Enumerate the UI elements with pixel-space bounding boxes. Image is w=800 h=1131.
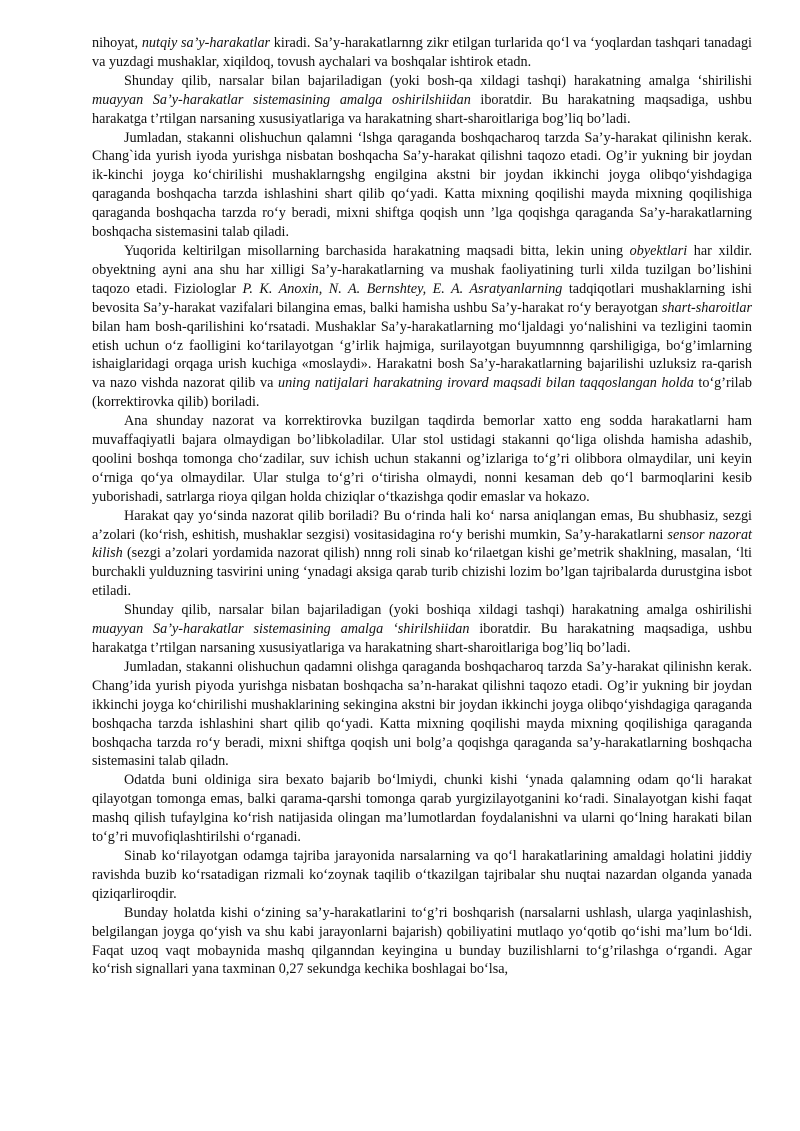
- text-segment: (sezgi a’zolari yordamida nazorat qilish) nnng roli sinab ko‘rilaetgan kishi ge’metrik shaklning, masalan, ‘lti burchakli yulduzning tasvirini uning ‘ynadagi aksiga qarab turib chizishi lozim bo’lgan tajribalarda durustgina isbot etiladi.: [92, 545, 752, 600]
- italic-text: obyektlari: [629, 242, 688, 259]
- text-segment: Harakat qay yo‘sinda nazorat qilib boriladi? Bu o‘rinda hali ko‘ narsa aniqlangan emas, Bu shubhasiz, sezgi a’zolari (ko‘rish, eshitish, mushaklar sezgisi) vositasidagina ro‘y berishi mumkin, Sa’y-harakatlarni: [92, 507, 752, 543]
- text-segment: Bunday holatda kishi o‘zining sa’y-harakatlarini to‘g’ri boshqarish (narsalarni ushlash, ularga yaqinlashish, belgilangan joyga qo‘yish va shu kabi jarayonlarni bajarish) qobiliyatini mutlaqo yo‘qotib qo‘ishi ma’lum bo‘ldi. Faqat uzoq vaqt mobaynida mashq qilganndan keyingina u bunday buzilishlarni to‘g’rilashga o‘rgandi. Agar ko‘rish signallari yana taxminan 0,27 sekundga kechika boshlagai bo‘lsa,: [92, 904, 752, 978]
- italic-text: sensor nazorat kilish: [92, 526, 752, 562]
- paragraph: [92, 507, 752, 602]
- paragraph: [92, 601, 752, 658]
- paragraph: [92, 242, 752, 412]
- text-segment: Shunday qilib, narsalar bilan bajariladigan (yoki boshiqa xildagi tashqi) harakatning amalga oshirilishi: [124, 602, 752, 619]
- paragraph: [92, 847, 752, 904]
- italic-text: shart-sharoitlar: [661, 299, 752, 316]
- text-segment: iboratdir. Bu harakatning maqsadiga, ushbu harakatga t’rtilgan narsaning xususiyatlariga va harakatning shart-sharoitlariga bog’liq bo’ladi.: [92, 91, 752, 127]
- paragraph: [92, 129, 752, 242]
- paragraph: [92, 72, 752, 129]
- text-segment: Shunday qilib, narsalar bilan bajariladigan (yoki bosh-qa xildagi tashqi) harakatning amalga ‘shirilishi: [124, 72, 752, 89]
- text-segment: iboratdir. Bu harakatning maqsadiga, ushbu harakatga t’rtilgan narsaning xususiyatlariga va harakatning shart-sharoitlariga bog’liq bo’ladi.: [92, 621, 752, 656]
- paragraph: [92, 34, 752, 72]
- text-segment: har xildir. obyektning ayni ana shu har xilligi Sa’y-harakatlarning va mushak faoliyatining turli xilda tuzilgan bo’lishini taqozo etadi. Fiziologlar: [92, 242, 752, 297]
- paragraph: [92, 412, 752, 507]
- text-segment: Odatda buni oldiniga sira bexato bajarib bo‘lmiydi, chunki kishi ‘ynada qalamning odam qo‘li harakat qilayotgan tomonga emas, balki qarama-qarshi tomonga qarab yurgizilayotganini ko‘radi. Sinalayotgan kishi faqat mashq qilish tufaylgina ko‘rish natijasida olingan ma’lumotlardan foydalanishni va ularni qo‘lning harakati bilan to‘g’ri muvofiqlashtirilshi o‘rganadi.: [92, 772, 752, 846]
- text-segment: Jumladan, stakanni olishuchun qalamni ‘lshga qaraganda boshqacharoq tarzda Sa’y-harakat qilinishn kerak. Chang`ida yurish iyoda yurishga nisbatan boshqacha Sa’y-harakat qilishni taqozo etadi. Og’ir yukning bir joydan ik-kinchi joyga ko‘chirilishi mushaklarngshg engilgina akstni bir joydan ikkinchi joyga olibqo‘yishdagiga qaraganda boshqacha tarzda ishlashini shart qilib qo‘yadi. Katta mixning qoqilishi mayda mixning qoqilishiga qaraganda boshqacha tarzda ro‘y beradi, mixni shiftga qoqish unn ’lga qoqishga qaraganda Sa’y-harakatlarning boshqacha sistemasini talab qiladi.: [92, 129, 752, 241]
- italic-text: P. K. Anoxin, N. A. Bernshtey, E. A. Asratyanlarning: [242, 280, 563, 297]
- text-segment: to‘g’rilab (korrektirovka qilib) boriladi.: [92, 375, 752, 411]
- italic-text: muayyan Sa’y-harakatlar sistemasining amalga oshirilshiidan: [92, 91, 471, 108]
- italic-text: nutqiy sa’y-harakatlar: [141, 35, 271, 51]
- text-segment: bilan ham bosh-qarilishini ko‘rsatadi. Mushaklar Sa’y-harakatlarning mo‘ljaldagi yo‘nalishini va tezligini taomin etish uchun o‘z faolligini ko‘tarilayotgan ‘g’irlik hajmiga, surilayotgan buyumnnng qarshiligiga, bo‘g’imlarning ishaiglaridagi orqaga urish kuchiga «moslaydi». Harakatni bosh Sa’y-harakatlarning bajarilishi uzluksiz ra-qarish va nazo vishda nazorat qilib va: [92, 318, 752, 392]
- text-segment: Sinab ko‘rilayotgan odamga tajriba jarayonida narsalarning va qo‘l harakatlarining amaldagi holatini jiddiy ravishda buzib ko‘rsatadigan rizmali ko‘zoynak taqilib o‘tkazilgan tajribalar shu nuqtai nazardan olganda yanada qiziqarliroqdir.: [92, 847, 752, 902]
- italic-text: muayyan Sa’y-harakatlar sistemasining amalga ‘shirilshiidan: [92, 621, 470, 638]
- text-segment: nihoyat,: [92, 35, 142, 51]
- paragraph: [92, 904, 752, 980]
- text-segment: Jumladan, stakanni olishuchun qadamni olishga qaraganda boshqacharoq tarzda Sa’y-harakat qilinishn kerak. Chang’ida yurish piyoda yurishga nisbatan boshqacha sa’n-harakat qilishni taqozo etadi. Og’ir yukning bir joydan ikkinchi joyga ko‘chirilishi mushaklarining sekingina akstni bir joydan ikkinchi joyga olibqo‘yishdagiga qaraganda boshqacha tarzda ishlashini shart qilib qo‘yadi. Katta mixning qoqilishi mayda mixning qoqilishiga qaraganda boshqacha tarzda ro‘y beradi, mixni shiftga qoqish uni bolg’a qoqishga qaraganda sa’y-harakatlarning boshqacha sistemasini talab qiladn.: [92, 658, 752, 770]
- text-segment: kiradi. Sa’y-harakatlarnng zikr etilgan turlarida qo‘l va ‘yoqlardan tashqari tanadagi va yuzdagi mushaklar, xiqildoq, tovush aychalari va boshqalar ishtirok etadn.: [92, 35, 752, 70]
- italic-text: uning natijalari harakatning irovard maqsadi bilan taqqoslangan holda: [277, 375, 694, 392]
- text-segment: Yuqorida keltirilgan misollarning barchasida harakatning maqsadi bitta, lekin uning: [124, 242, 630, 259]
- paragraph: [92, 658, 752, 771]
- text-segment: tadqiqotlari mushaklarning ishi bevosita Sa’y-harakat vazifalari bilangina emas, balki hamisha ushbu Sa’y-harakat ro‘y berayotgan: [92, 280, 752, 316]
- paragraph: [92, 771, 752, 847]
- text-segment: Ana shunday nazorat va korrektirovka buzilgan taqdirda bemorlar xatto eng sodda harakatlarni ham muvaffaqiyatli bajara olmaydigan bo’libkoladilar. Ular stol ustidagi stakanni qo‘liga olishda hamisha adashib, qoolini boshqa tomonga cho‘zadilar, suv ichish uchun stakanni og’izlariga to‘g’ri olibbora olmaydilar, uni keyin o‘rniga qo‘ya olmaydilar. Ular stulga to‘g’ri o‘tirisha olmaydi, nonni kesaman deb qo‘l barmoqlarini kesib yuborishadi, satrlarga rioya qilgan holda chiziqlar o‘tkazishga qodir emaslar va hokazo.: [92, 413, 752, 505]
